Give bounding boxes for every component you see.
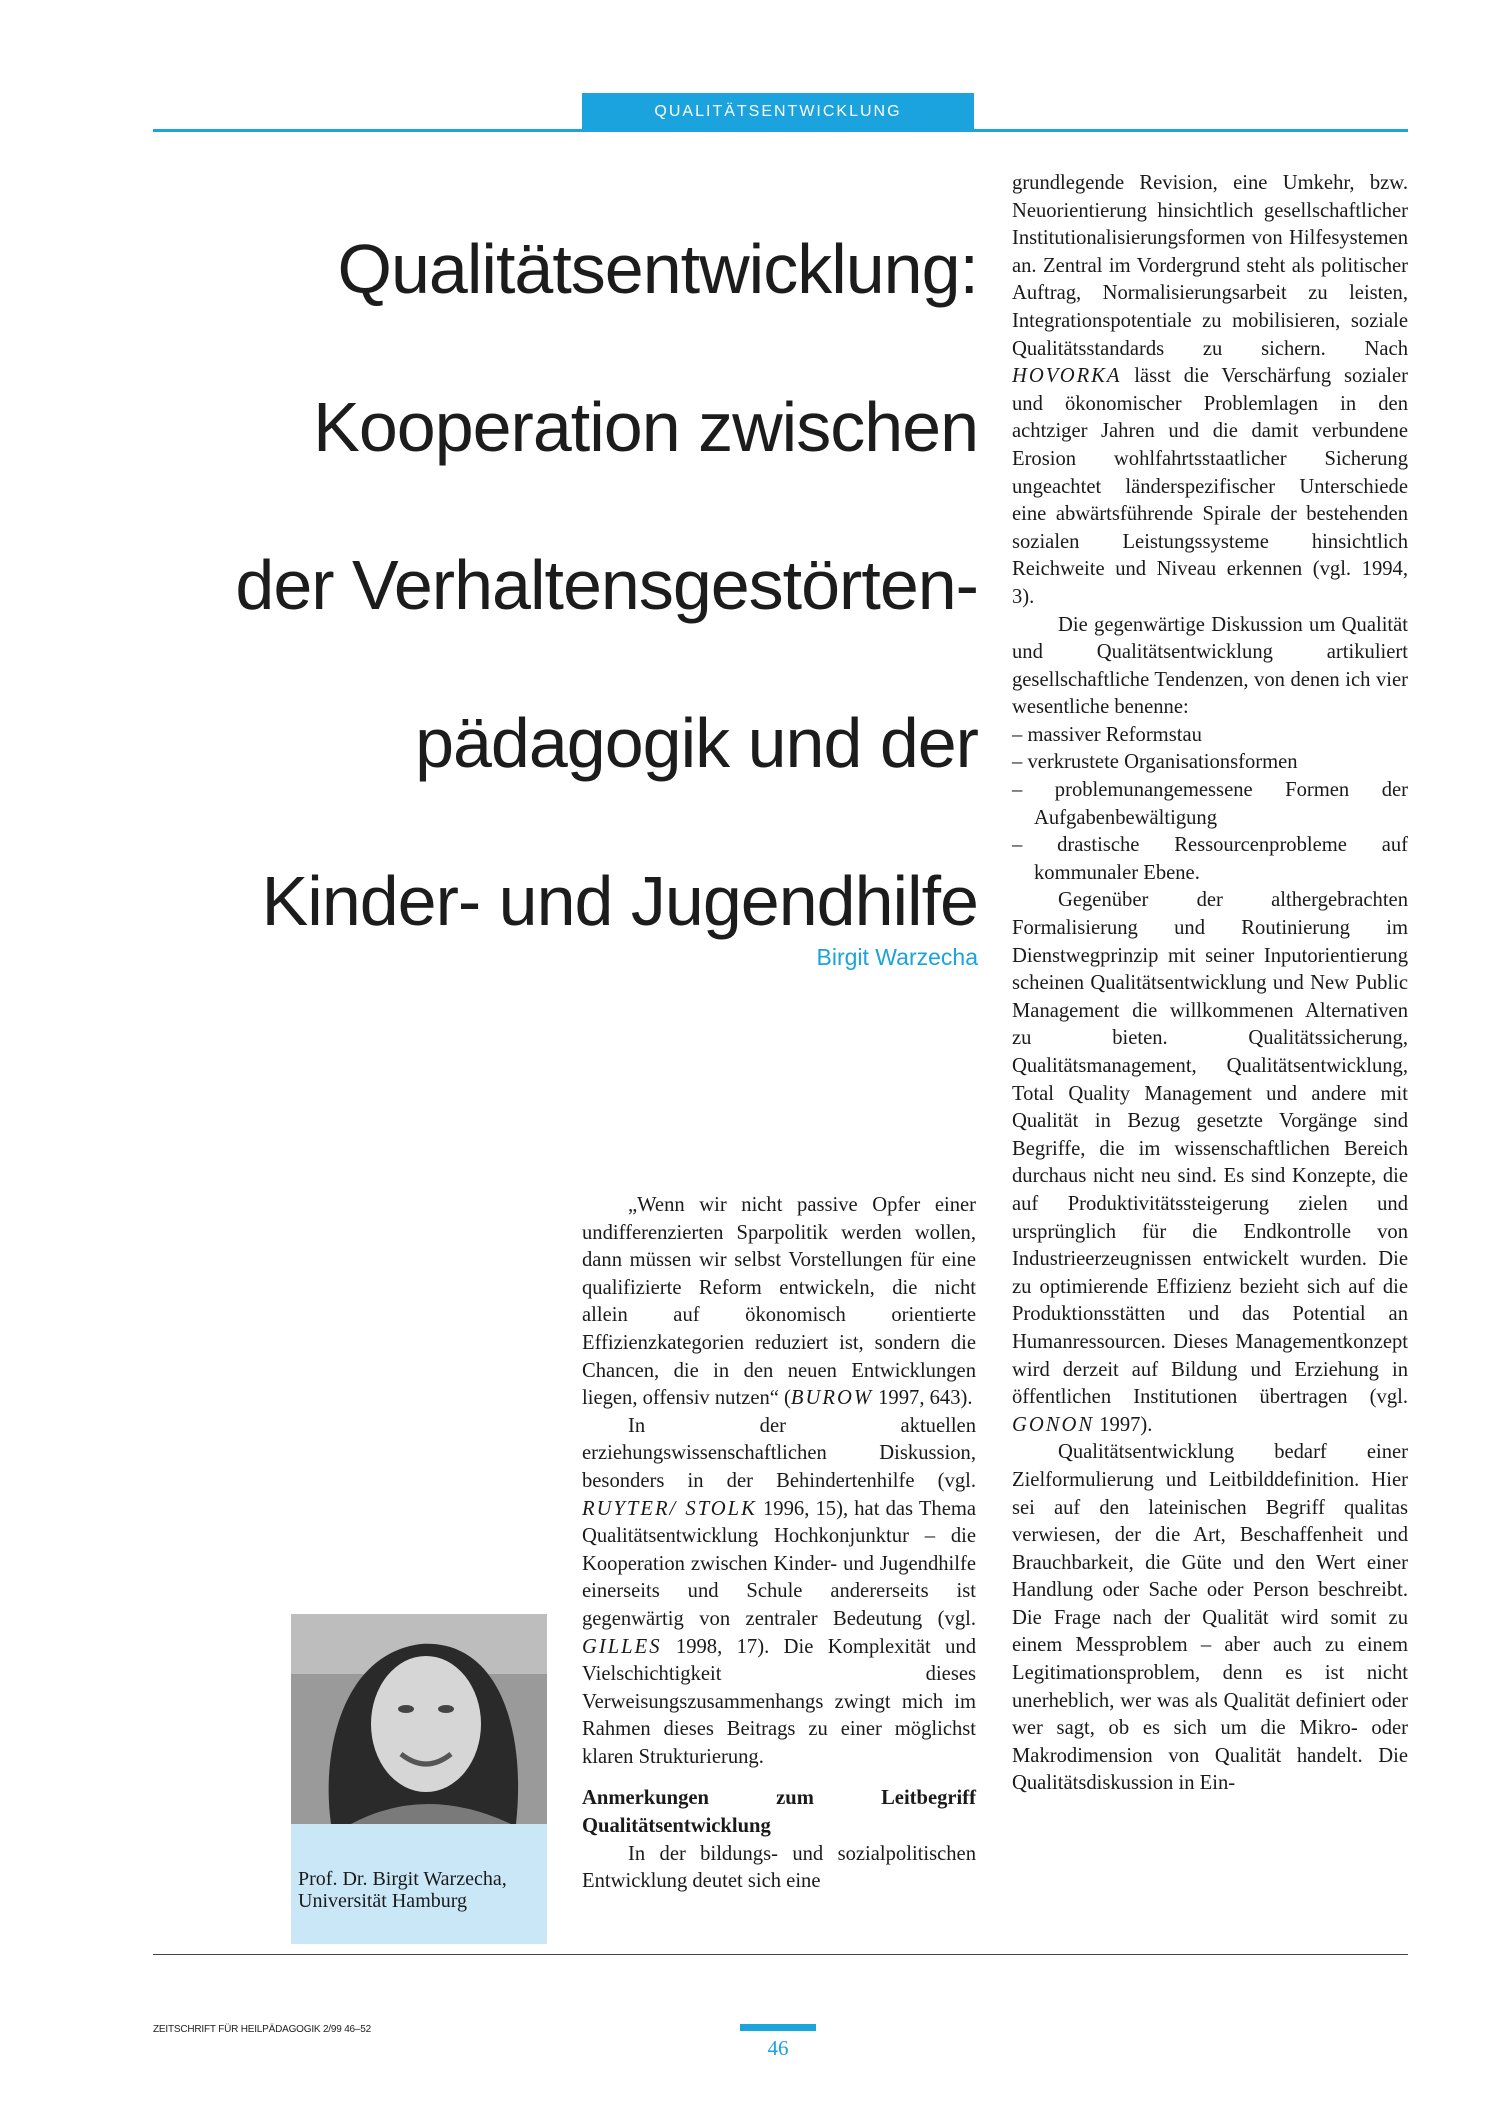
title-line: Kinder- und Jugendhilfe [261,862,978,940]
list-item: – verkrustete Organisationsformen [1012,751,1298,774]
paragraph: grundlegende Revision, eine Umkehr, bzw. Neuorientierung hinsichtlich gesellschaftlicher Institutionalisierungsformen von Hilfesystemen an. Zentral im Vordergrund steht als politischer Auftrag, Normalisierungsarbeit zu leisten, Integrationspotentiale zu mobilisieren, soziale Qualitätsstandards zu sichern. Nach HOVORKA lässt die Verschärfung sozialer und ökonomischer Problemlagen in den achtziger Jahren und die damit verbundene Erosion wohlfahrtsstaatlicher Sicherung ungeachtet länderspezifischer Unterschiede eine abwärtsführende Spirale der bestehenden sozialen Leistungssysteme hinsichtlich Reichweite und Niveau erkennen (vgl. 1994, 3). [1012,172,1408,608]
citation-name: HOVORKA [1012,365,1122,388]
title-line: der Verhaltensgestörten- [235,546,978,624]
footer-rule [153,1954,1408,1955]
author-photo [291,1614,547,1824]
caption-line: Prof. Dr. Birgit Warzecha, [298,1868,507,1890]
citation-name: GILLES [582,1635,662,1658]
page-number-bar [740,2024,816,2031]
paragraph: In der bildungs- und sozialpolitischen Entwicklung deutet sich eine [582,1842,976,1893]
list-item: – problemunangemessene Formen der Aufgabenbewältigung [1012,779,1408,829]
photo-caption [298,1868,548,1912]
body-column-middle [582,1192,976,1896]
list-item: – massiver Reformstau [1012,723,1202,746]
paragraph: Qualitätsentwicklung bedarf einer Zielformulierung und Leitbilddefinition. Hier sei auf den lateinischen Begriff qualitas verwiesen, der die Art, Beschaffenheit und Brauchbarkeit, die Güte und den Wert einer Handlung oder Sache oder Person beschreibt. Die Frage nach der Qualität wird somit zu einem Messproblem – aber auch zu einem Legitimationsproblem, denn es ist nicht unerheblich, wer was als Qualität definiert oder wer sagt, ob es sich um die Mikro- oder Makrodimension von Qualität handelt. Die Qualitätsdiskussion in Ein- [1012,1441,1408,1795]
paragraph: Gegenüber der althergebrachten Formalisierung und Routinierung im Dienstwegprinzip mit seiner Inputorientierung scheinen Qualitätsentwicklung und New Public Management die willkommenen Alternativen zu bieten. Qualitätssicherung, Qualitätsmanagement, Qualitätsentwicklung, Total Quality Management und andere mit Qualität in Bezug gesetzte Vorgänge sind Begriffe, die im wissenschaftlichen Bereich durchaus nicht neu sind. Es sind Konzepte, die auf Produktivitätssteigerung zielen und ursprünglich für die Endkontrolle von Industrieerzeugnissen entwickelt wurden. Die zu optimierende Effizienz bezieht sich auf die Produktionsstätten und das Potential an Humanressourcen. Dieses Managementkonzept wird derzeit auf Bildung und Erziehung in öffentlichen Institutionen übertragen (vgl. GONON 1997). [1012,889,1408,1436]
citation-name: BUROW [790,1387,873,1410]
page-number: 46 [767,2036,789,2060]
title-line: Qualitätsentwicklung: [337,230,978,308]
tendency-list [1012,722,1408,888]
title-line: pädagogik und der [415,704,978,782]
title-line: Kooperation zwischen [313,388,978,466]
citation-name: RUYTER/ STOLK [582,1497,757,1520]
paragraph: „Wenn wir nicht passive Opfer einer undifferenzierten Sparpolitik werden wollen, dann müssen wir selbst Vorstellungen für eine qualifizierte Reform entwickeln, die nicht allein auf ökonomisch orientierte Effizienzkategorien reduziert ist, sondern die Chancen, die in den neuen Entwicklungen liegen, offensiv nutzen“ (BUROW 1997, 643). [582,1194,976,1410]
citation-name: GONON [1012,1413,1095,1436]
article-title [140,190,978,980]
section-heading: Anmerkungen zum Leitbegriff Qualitätsentwicklung [582,1787,976,1838]
journal-reference: ZEITSCHRIFT FÜR HEILPÄDAGOGIK 2/99 46–52 [153,2024,371,2035]
body-column-right [1012,170,1408,1798]
paragraph: Die gegenwärtige Diskussion um Qualität und Qualitätsentwicklung artikuliert gesellschaftliche Tendenzen, von denen ich vier wesentliche benenne: [1012,613,1408,719]
caption-line: Universität Hamburg [298,1890,468,1912]
section-tab: QUALITÄTSENTWICKLUNG [582,93,974,129]
paragraph: In der aktuellen erziehungswissenschaftlichen Diskussion, besonders in der Behindertenhilfe (vgl. RUYTER/ STOLK 1996, 15), hat das Thema Qualitätsentwicklung Hochkonjunktur – die Kooperation zwischen Kinder- und Jugendhilfe einerseits und Schule andererseits ist gegenwärtig von zentraler Bedeutung (vgl. GILLES 1998, 17). Die Komplexität und Vielschichtigkeit dieses Verweisungszusammenhangs zwingt mich im Rahmen dieses Beitrags zu einer möglichst klaren Strukturierung. [582,1414,977,1768]
header-rule [153,129,1408,132]
author-name: Birgit Warzecha [816,944,978,970]
list-item: – drastische Ressourcenprobleme auf kommunaler Ebene. [1012,834,1408,884]
